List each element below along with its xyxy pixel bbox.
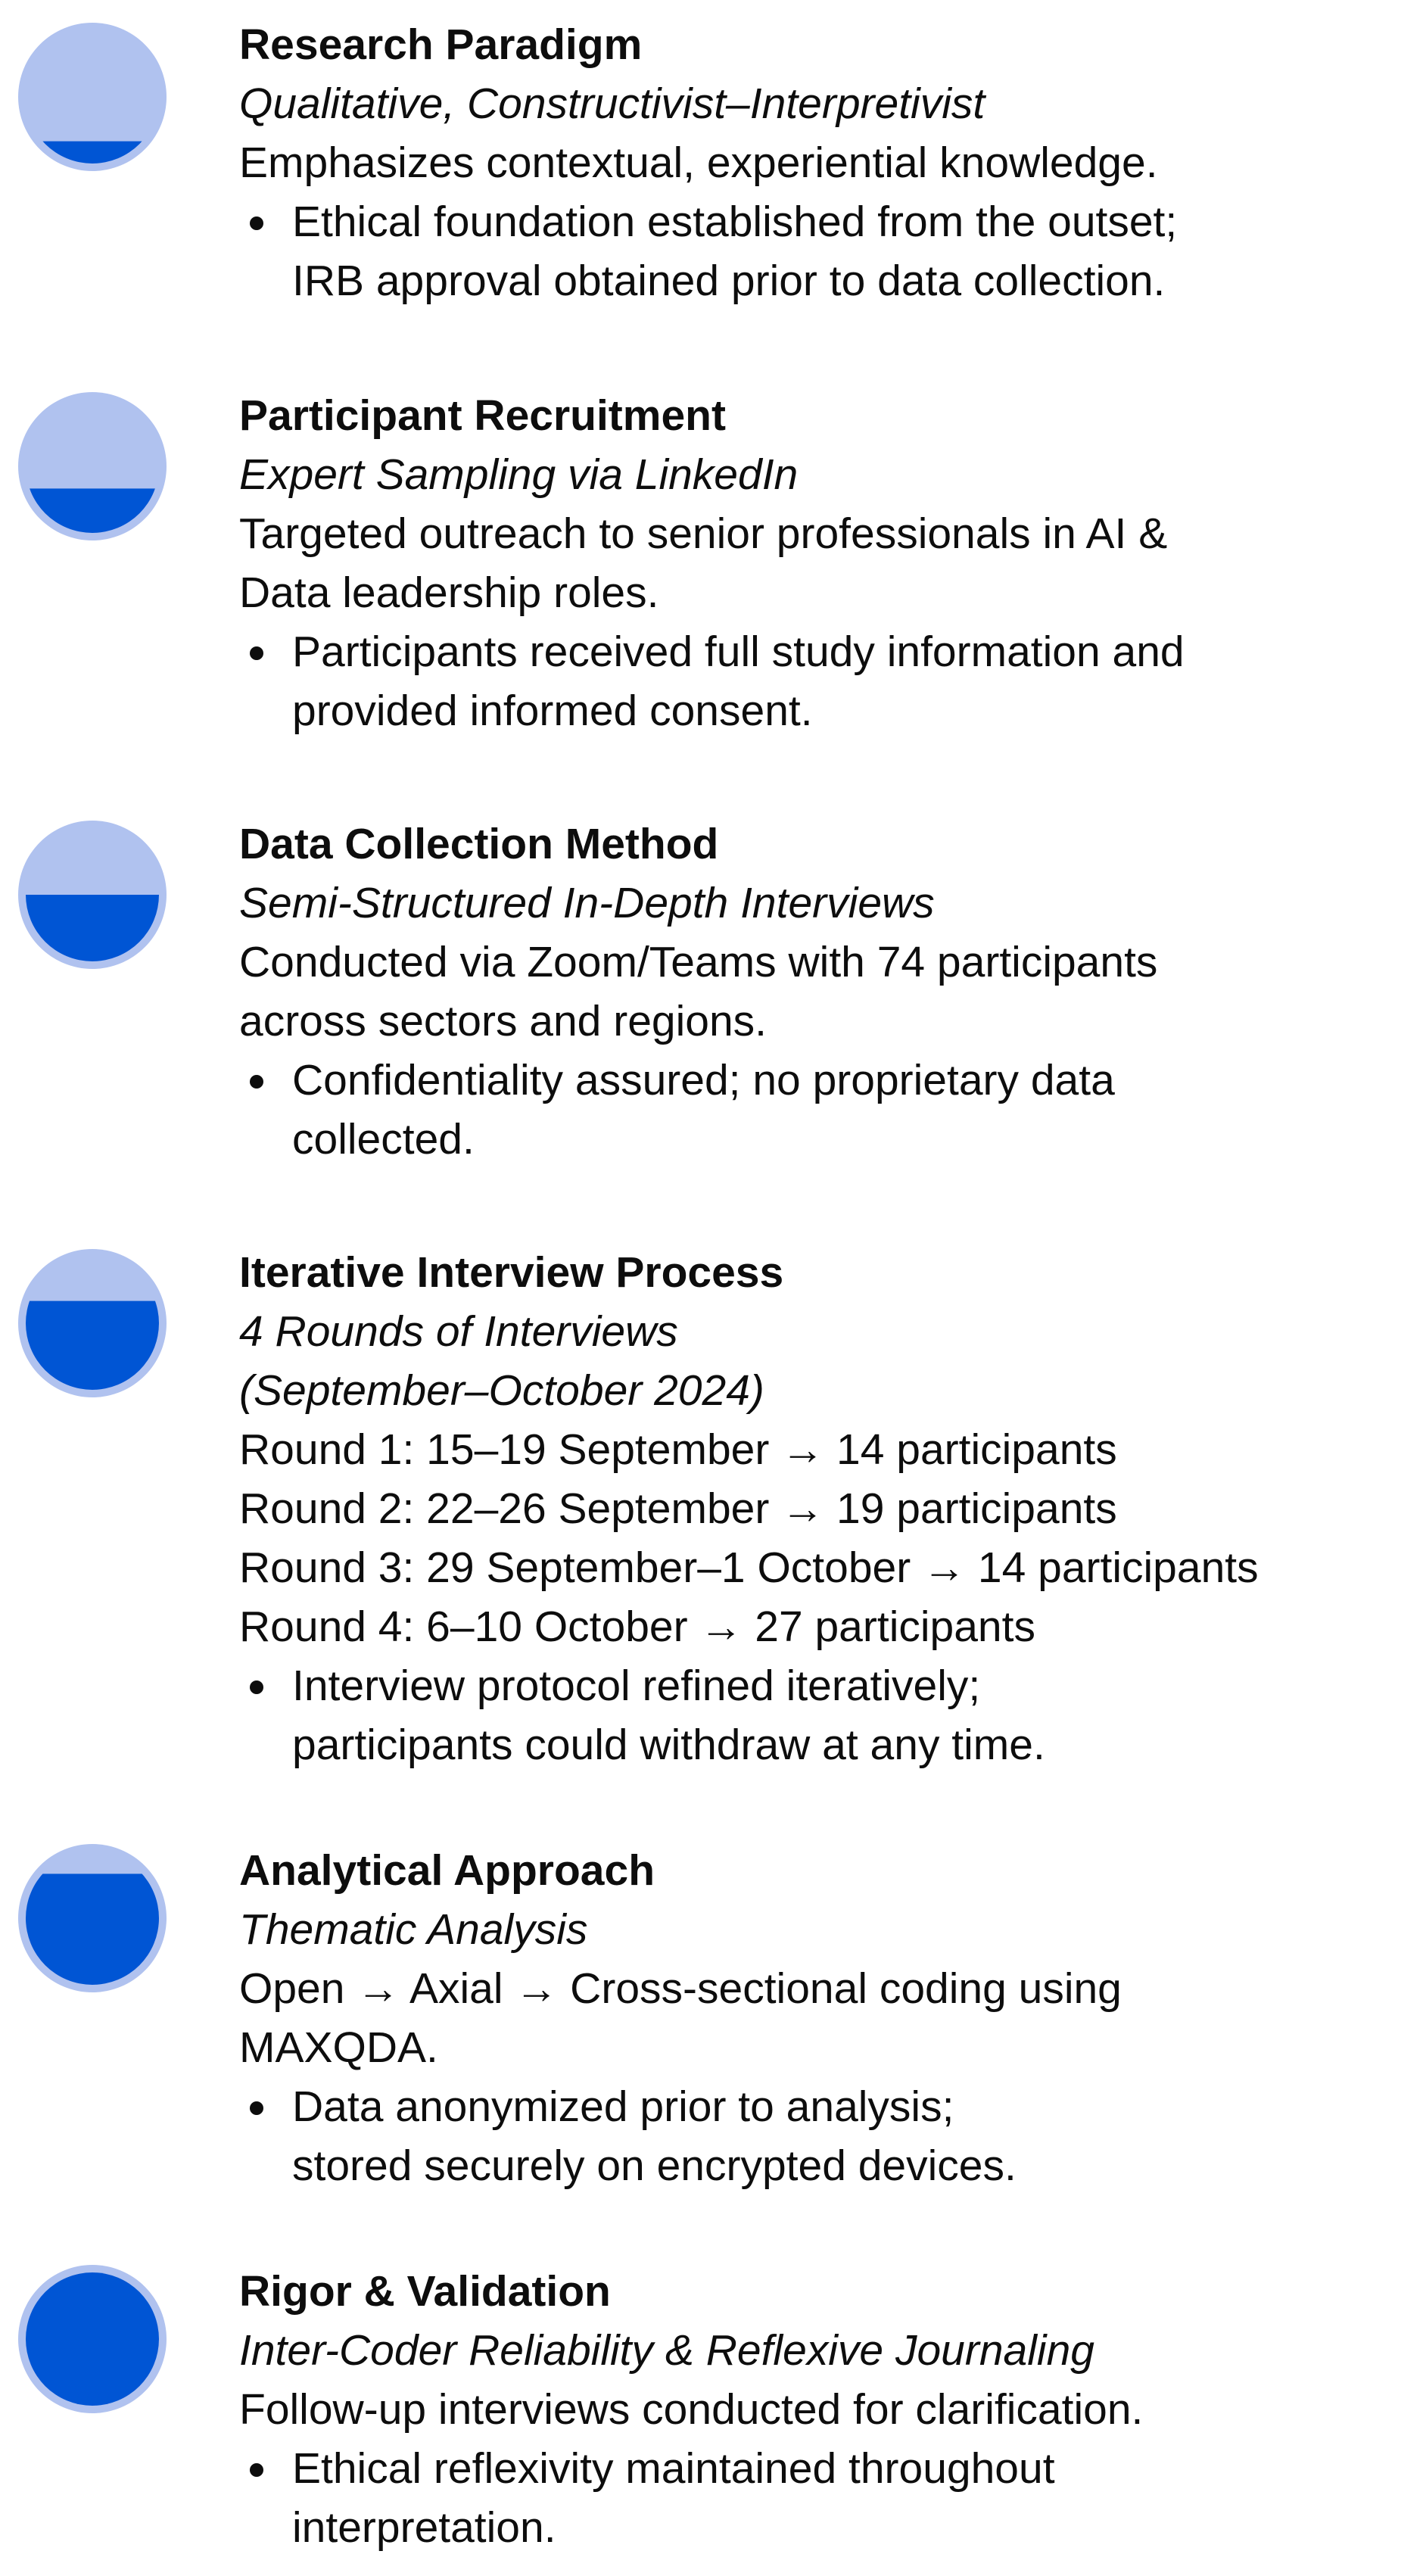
- step-bullet-line: stored securely on encrypted devices.: [292, 2141, 1017, 2190]
- step-subtitle: Semi-Structured In-Depth Interviews: [239, 879, 935, 927]
- step-text: [239, 2262, 1426, 2557]
- step-text: [239, 15, 1426, 310]
- progress-circle-icon: [18, 1249, 167, 1397]
- step-description: Conducted via Zoom/Teams with 74 participants: [239, 938, 1158, 986]
- step-description: Data leadership roles.: [239, 568, 659, 617]
- step-description: MAXQDA.: [239, 2023, 438, 2072]
- step-description: Round 2: 22–26 September → 19 participants: [239, 1484, 1117, 1533]
- progress-circle-icon: [18, 821, 167, 969]
- step-description: Follow-up interviews conducted for clarification.: [239, 2385, 1144, 2434]
- progress-fill: [18, 895, 167, 961]
- step-bullet-line: IRB approval obtained prior to data collection.: [292, 257, 1166, 305]
- step-subtitle: 4 Rounds of Interviews: [239, 1307, 678, 1356]
- step-description: Round 1: 15–19 September → 14 participants: [239, 1425, 1117, 1474]
- progress-fill: [18, 1301, 167, 1390]
- step-text: [239, 815, 1426, 1169]
- progress-circle-icon: [18, 1844, 167, 1992]
- step-subtitle: Qualitative, Constructivist–Interpretivist: [239, 79, 985, 128]
- step-bullet-line: Ethical foundation established from the outset;: [292, 198, 1178, 246]
- step-title: Research Paradigm: [239, 20, 643, 69]
- step-bullet-line: Ethical reflexivity maintained throughout: [292, 2444, 1055, 2493]
- progress-circle-icon: [18, 2265, 167, 2413]
- step-description: Emphasizes contextual, experiential knowledge.: [239, 139, 1158, 187]
- step-title: Participant Recruitment: [239, 391, 726, 440]
- step-bullet-line: interpretation.: [292, 2503, 556, 2552]
- step-subtitle: (September–October 2024): [239, 1366, 764, 1415]
- step-bullet-line: Data anonymized prior to analysis;: [292, 2082, 954, 2131]
- step-bullet: [239, 622, 1426, 740]
- step-bullet-line: collected.: [292, 1115, 475, 1163]
- step-bullet: [239, 1656, 1426, 1774]
- step-title: Data Collection Method: [239, 820, 719, 868]
- step-description: Round 4: 6–10 October → 27 participants: [239, 1603, 1035, 1651]
- step-bullet-line: provided informed consent.: [292, 687, 813, 735]
- step-bullet-line: participants could withdraw at any time.: [292, 1721, 1045, 1769]
- step-text: [239, 386, 1426, 740]
- step-subtitle: Inter-Coder Reliability & Reflexive Journaling: [239, 2326, 1094, 2375]
- progress-circle-icon: [18, 23, 167, 171]
- step-bullet-line: Participants received full study information and: [292, 628, 1185, 676]
- step-bullet-line: Interview protocol refined iteratively;: [292, 1662, 981, 1710]
- step-title: Rigor & Validation: [239, 2267, 611, 2316]
- step-bullet: [239, 2439, 1426, 2557]
- step-bullet: [239, 192, 1426, 310]
- step-text: [239, 1841, 1426, 2195]
- step-subtitle: Thematic Analysis: [239, 1905, 588, 1954]
- step-bullet: [239, 2077, 1426, 2195]
- step-subtitle: Expert Sampling via LinkedIn: [239, 450, 799, 499]
- step-description: across sectors and regions.: [239, 997, 767, 1045]
- progress-circle-icon: [18, 392, 167, 540]
- step-bullet: [239, 1051, 1426, 1169]
- step-description: Open → Axial → Cross-sectional coding using: [239, 1964, 1122, 2013]
- step-description: Targeted outreach to senior professionals in AI &: [239, 509, 1168, 558]
- step-title: Iterative Interview Process: [239, 1248, 784, 1297]
- step-text: [239, 1243, 1426, 1774]
- step-title: Analytical Approach: [239, 1846, 655, 1895]
- step-bullet-line: Confidentiality assured; no proprietary data: [292, 1056, 1115, 1104]
- step-description: Round 3: 29 September–1 October → 14 participants: [239, 1543, 1259, 1592]
